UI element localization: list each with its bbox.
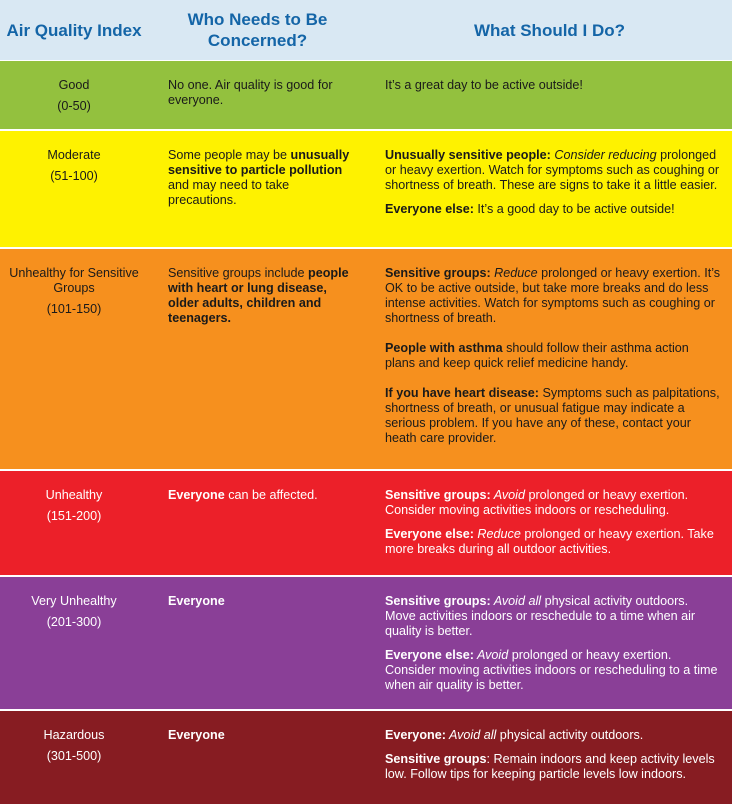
advice-text: It’s a great day to be active outside! [385, 78, 583, 92]
advice-group-label: Sensitive groups: [385, 488, 491, 502]
who-cell [148, 131, 367, 247]
advice-paragraph [385, 78, 722, 93]
who-cell [148, 471, 367, 575]
aqi-cell [0, 249, 148, 469]
aqi-range: (201-300) [46, 615, 102, 629]
aqi-range: (0-50) [57, 99, 91, 113]
advice-text: prolonged or heavy exertion. Consider moving activities indoors or rescheduling. [385, 488, 689, 517]
advice-text: prolonged or heavy exertion. It’s OK to be active outside, but take more breaks and do less intense activities. Watch for symptoms such as coughing or shortness of breath. [385, 266, 721, 325]
header-what: What Should I Do? [473, 20, 626, 40]
what-cell [367, 249, 732, 469]
who-cell [148, 577, 367, 709]
advice-paragraph [385, 488, 722, 518]
who-text: and may need to take precautions. [168, 178, 290, 207]
who-emphasis: people with heart or lung disease, older adults, children and teenagers. [168, 266, 349, 325]
advice-text: should follow their asthma action plans and keep quick relief medicine handy. [385, 341, 689, 370]
advice-paragraph [385, 148, 722, 193]
what-cell [367, 471, 732, 575]
advice-emphasis: Reduce [490, 266, 538, 280]
advice-paragraph [385, 728, 722, 743]
aqi-level: Moderate [47, 148, 101, 162]
advice-text: physical activity outdoors. Move activities indoors or reschedule to a time when air quality is better. [385, 594, 696, 638]
aqi-cell [0, 711, 148, 804]
advice-paragraph [385, 341, 722, 371]
advice-paragraph [385, 202, 722, 217]
advice-text: prolonged or heavy exertion. Take more breaks during all outdoor activities. [385, 527, 714, 556]
aqi-level: Hazardous [43, 728, 105, 742]
advice-group-label: Sensitive groups: [385, 266, 491, 280]
advice-group-label: Everyone: [385, 728, 446, 742]
who-emphasis: Everyone [168, 488, 225, 502]
advice-emphasis: Avoid [490, 488, 525, 502]
aqi-level: Very Unhealthy [31, 594, 117, 608]
aqi-range: (101-150) [46, 302, 102, 316]
table-header [0, 0, 732, 61]
who-cell [148, 61, 367, 129]
advice-group-label: Everyone else: [385, 527, 474, 541]
advice-paragraph [385, 386, 722, 446]
aqi-cell [0, 131, 148, 247]
what-cell [367, 577, 732, 709]
aqi-range: (151-200) [46, 509, 102, 523]
advice-paragraph [385, 527, 722, 557]
advice-emphasis: Avoid all [445, 728, 497, 742]
row-very-unhealthy [0, 577, 732, 711]
who-cell [148, 711, 367, 804]
advice-group-label: If you have heart disease: [385, 386, 539, 400]
row-good [0, 61, 732, 131]
aqi-range: (301-500) [46, 749, 102, 763]
row-hazardous [0, 711, 732, 806]
advice-text: Symptoms such as palpitations, shortness of breath, or unusual fatigue may indicate a serious problem. If you have any of these, contact your heath care provider. [385, 386, 720, 445]
advice-emphasis: Reduce [473, 527, 521, 541]
aqi-level: Unhealthy [45, 488, 103, 502]
who-cell [148, 249, 367, 469]
advice-group-label: Unusually sensitive people: [385, 148, 551, 162]
aqi-level: Good [58, 78, 90, 92]
row-unhealthy-sensitive [0, 249, 732, 471]
advice-paragraph [385, 266, 722, 326]
who-text: No one. Air quality is good for everyone. [168, 78, 333, 107]
header-who: Who Needs to Be Concerned? [187, 10, 328, 50]
who-text: Some people may be [168, 148, 291, 162]
what-cell [367, 131, 732, 247]
advice-group-label: Everyone else: [385, 648, 474, 662]
advice-paragraph [385, 752, 722, 782]
advice-text: : Remain indoors and keep activity levels low. Follow tips for keeping particle levels low indoors. [385, 752, 715, 781]
advice-group-label: People with asthma [385, 341, 503, 355]
aqi-cell [0, 577, 148, 709]
advice-paragraph [385, 594, 722, 639]
header-aqi: Air Quality Index [6, 20, 142, 40]
who-emphasis: Everyone [168, 728, 225, 742]
advice-group-label: Everyone else: [385, 202, 474, 216]
who-emphasis: Everyone [168, 594, 225, 608]
advice-text: It’s a good day to be active outside! [473, 202, 675, 216]
advice-text: prolonged or heavy exertion. Watch for symptoms such as coughing or shortness of breath. These are signs to take it a little easier. [385, 148, 720, 192]
who-text: can be affected. [224, 488, 318, 502]
advice-paragraph [385, 648, 722, 693]
who-emphasis: unusually sensitive to particle pollution [168, 148, 350, 177]
who-text: Sensitive groups include [168, 266, 309, 280]
row-unhealthy [0, 471, 732, 577]
advice-text: physical activity outdoors. [496, 728, 644, 742]
row-moderate [0, 131, 732, 249]
advice-group-label: Sensitive groups: [385, 594, 491, 608]
aqi-cell [0, 471, 148, 575]
advice-text: prolonged or heavy exertion. Consider moving activities indoors or rescheduling to a time when air quality is better. [385, 648, 718, 692]
advice-group-label: Sensitive groups [385, 752, 487, 766]
advice-emphasis: Avoid [473, 648, 509, 662]
aqi-cell [0, 61, 148, 129]
advice-emphasis: Consider reducing [550, 148, 657, 162]
what-cell [367, 61, 732, 129]
what-cell [367, 711, 732, 804]
aqi-level: Unhealthy for Sensitive Groups [9, 266, 139, 295]
aqi-range: (51-100) [50, 169, 98, 183]
advice-emphasis: Avoid all [490, 594, 542, 608]
